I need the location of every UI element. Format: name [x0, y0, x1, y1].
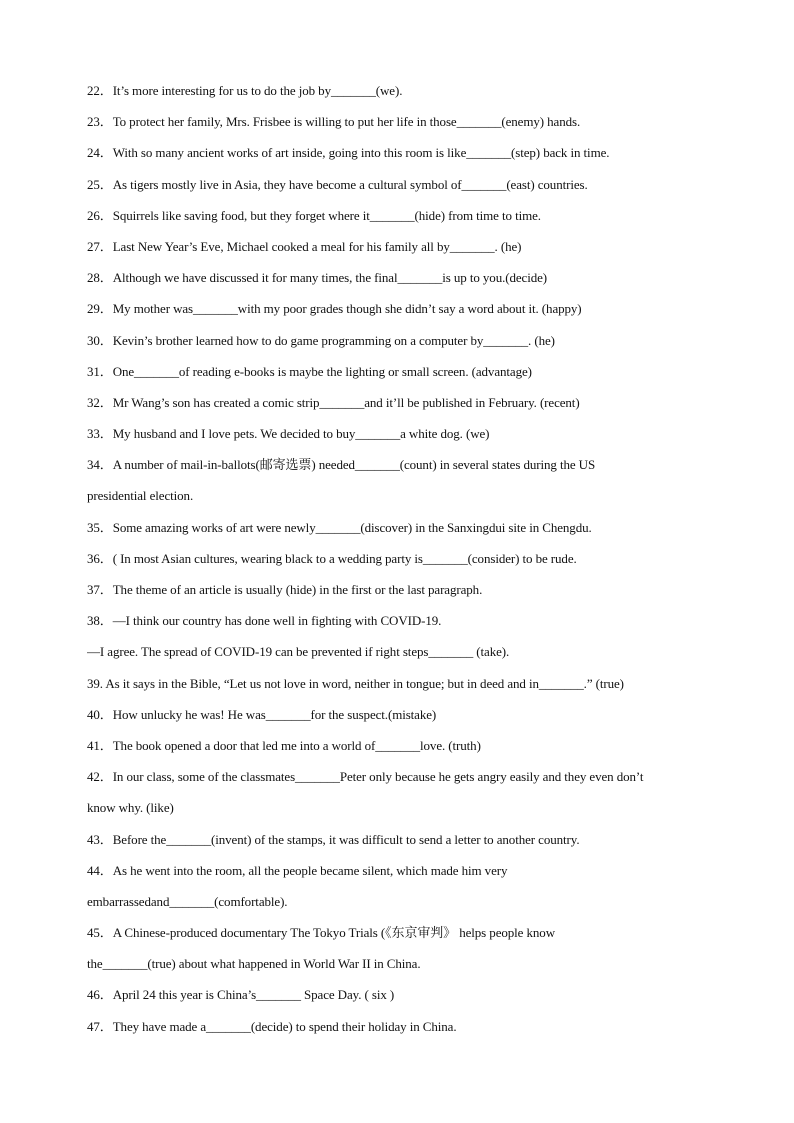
exercise-line: 46．April 24 this year is China’s_______ Space Day. ( six ): [87, 987, 395, 1003]
exercise-line: 32．Mr Wang’s son has created a comic strip_______and it’ll be published in February. (recent): [87, 394, 580, 410]
exercise-line: 30．Kevin’s brother learned how to do game programming on a computer by_______. (he): [87, 332, 555, 348]
exercise-line: 40．How unlucky he was! He was_______for the suspect.(mistake): [87, 706, 437, 722]
exercise-line: —I agree. The spread of COVID-19 can be prevented if right steps_______ (take).: [87, 644, 510, 660]
exercise-line: 29．My mother was_______with my poor grades though she didn’t say a word about it. (happy): [87, 301, 582, 317]
exercise-line: 43．Before the_______(invent) of the stamps, it was difficult to send a letter to another country.: [87, 831, 580, 847]
exercise-line: 44．As he went into the room, all the people became silent, which made him very: [87, 862, 508, 878]
exercise-line: 37．The theme of an article is usually (hide) in the first or the last paragraph.: [87, 582, 483, 597]
exercise-line: 26．Squirrels like saving food, but they forget where it_______(hide) from time to time.: [87, 207, 541, 223]
exercise-line: presidential election.: [87, 488, 194, 504]
exercise-line: 41．The book opened a door that led me into a world of_______love. (truth): [87, 737, 481, 753]
exercise-line: 42．In our class, some of the classmates_______Peter only because he gets angry easily and they even don’t: [87, 769, 644, 785]
exercise-line: 39. As it says in the Bible, “Let us not love in word, neither in tongue; but in deed and in_______.” (true): [87, 675, 624, 691]
exercise-line: embarrassedand_______(comfortable).: [87, 893, 288, 909]
exercise-line: 38．—I think our country has done well in fighting with COVID-19.: [87, 613, 442, 629]
exercise-line: 35．Some amazing works of art were newly_______(discover) in the Sanxingdui site in Chengdu.: [87, 519, 592, 535]
exercise-line: 45．A Chinese-produced documentary The Tokyo Trials (《东京审判》 helps people know: [87, 925, 555, 941]
exercise-line: 34．A number of mail-in-ballots(邮寄选票) needed_______(count) in several states during the US: [87, 457, 596, 473]
exercise-line: know why. (like): [87, 800, 174, 816]
exercise-line: 23．To protect her family, Mrs. Frisbee is willing to put her life in those_______(enemy) hands.: [87, 114, 581, 130]
exercise-line: 47．They have made a_______(decide) to spend their holiday in China.: [87, 1018, 457, 1034]
exercise-line: 33．My husband and I love pets. We decided to buy_______a white dog. (we): [87, 426, 490, 442]
exercise-line: 28．Although we have discussed it for many times, the final_______is up to you.(decide): [87, 270, 548, 286]
exercise-list: [87, 79, 717, 1046]
exercise-line: 24．With so many ancient works of art inside, going into this room is like_______(step) back in time.: [87, 145, 610, 161]
exercise-line: 27．Last New Year’s Eve, Michael cooked a meal for his family all by_______. (he): [87, 238, 522, 254]
exercise-line: 31．One_______of reading e-books is maybe the lighting or small screen. (advantage): [87, 363, 532, 379]
exercise-line: 22．It’s more interesting for us to do the job by_______(we).: [87, 83, 403, 98]
exercise-line: the_______(true) about what happened in World War II in China.: [87, 956, 421, 972]
exercise-line: 36．( In most Asian cultures, wearing black to a wedding party is_______(consider) to be rude.: [87, 550, 577, 566]
exercise-line: 25．As tigers mostly live in Asia, they have become a cultural symbol of_______(east) countries.: [87, 176, 588, 192]
